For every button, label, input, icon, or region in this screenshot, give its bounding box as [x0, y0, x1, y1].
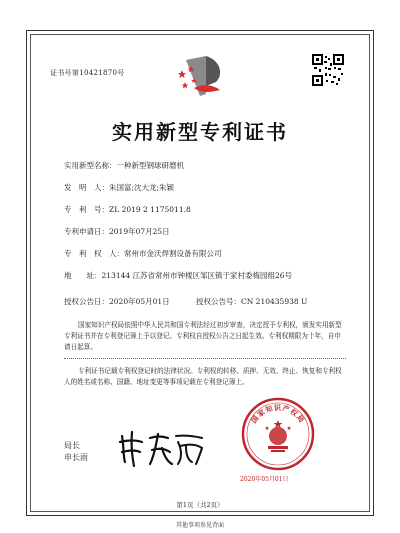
field-application-date: [64, 226, 170, 237]
divider: [64, 358, 346, 359]
legal-text-2: [64, 366, 346, 388]
field-value: ZL 2019 2 1175011.8: [109, 205, 191, 214]
certificate-title: 实用新型专利证书: [112, 120, 288, 144]
announcement-date-label: 授权公告日：: [64, 297, 109, 306]
field-value: 常州市金沃焊割设备有限公司: [124, 249, 222, 258]
announcement-number-label: 授权公告号：: [196, 297, 241, 306]
field-label: 专利申请日：: [64, 227, 109, 236]
announcement-date-value: 2020年05月01日: [109, 297, 170, 306]
page-number: 第1页（共2页）: [176, 501, 224, 509]
director-title: 局长: [64, 441, 80, 450]
legal-paragraph-1: 国家知识产权局依照中华人民共和国专利法经过初步审查，决定授予专利权，颁发实用新型专利证书并在专利登记簿上予以登记。专利权自授权公告之日起生效。专利权期限为十年，自申请日起算。: [64, 321, 342, 351]
field-value: 2019年07月25日: [109, 227, 170, 236]
field-value: 213144 江苏省常州市钟楼区邹区镇于家村委梅园组26号: [101, 271, 293, 280]
seal-date: 2020年05月01日: [240, 476, 289, 483]
field-label: 实用新型名称：: [64, 161, 117, 170]
field-label: 发 明 人：: [64, 183, 109, 192]
legal-paragraph-2: 专利证书记载专利权登记时的法律状况。专利权的转移、质押、无效、终止、恢复和专利权人的姓名或名称、国籍、地址变更等事项记载在专利登记簿上。: [64, 367, 342, 386]
announcement-number-row: [196, 296, 307, 307]
seal-text: 国家知识产权局: [249, 404, 307, 425]
announcement-number-value: CN 210435938 U: [241, 297, 308, 306]
field-label: 专 利 号：: [64, 205, 109, 214]
director-name: 申长雨: [64, 453, 88, 462]
field-patentee: [64, 248, 222, 259]
field-value: 一种新型钢球研磨机: [116, 161, 184, 170]
field-label: 地 址：: [64, 271, 102, 280]
director-signature: [116, 428, 206, 468]
cnipa-logo-icon: [172, 48, 230, 106]
field-utility-model-name: [64, 160, 184, 171]
field-label: 专 利 权 人：: [64, 249, 124, 258]
qr-code-icon: [312, 54, 344, 86]
legal-text: [64, 320, 346, 353]
field-value: 朱国富;沈大龙;朱颖: [109, 183, 175, 192]
official-seal-icon: [240, 396, 316, 472]
announcement-row: [64, 296, 170, 307]
footer-note: 其他事项参见背面: [175, 522, 224, 529]
field-inventors: [64, 182, 174, 193]
certificate-number: 证书号第10421870号: [50, 69, 125, 77]
field-address: [64, 270, 292, 281]
field-patent-number: [64, 204, 191, 215]
